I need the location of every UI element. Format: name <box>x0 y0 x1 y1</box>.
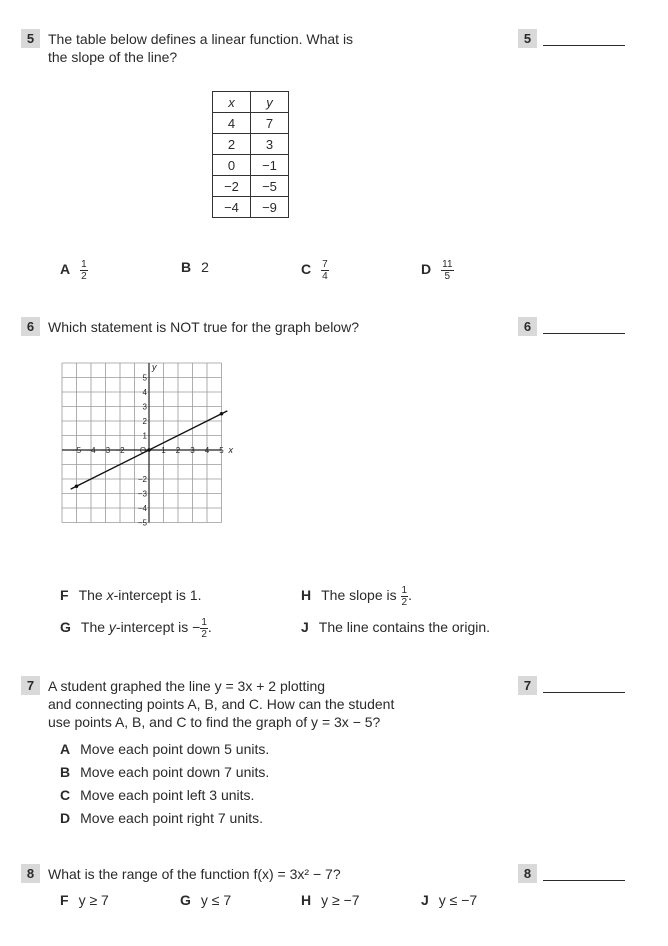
choice-letter: A <box>60 741 71 757</box>
answer-6-blank[interactable] <box>543 333 625 334</box>
numerator: 1 <box>81 259 87 270</box>
x-axis-label: x <box>228 445 233 455</box>
choice-letter: B <box>60 764 71 780</box>
question-7-line2: and connecting points A, B, and C. How can the student <box>48 696 395 712</box>
choice-letter: A <box>60 261 71 278</box>
choice-text: Move each point down 5 units. <box>80 741 270 757</box>
choice-letter: D <box>60 810 71 826</box>
table-row <box>213 113 289 134</box>
choice-letter: C <box>301 261 312 278</box>
line-point <box>75 484 79 488</box>
x-tick-label: −2 <box>115 446 125 455</box>
table-cell: −5 <box>251 176 289 197</box>
choice-text: -intercept is 1. <box>113 587 202 603</box>
choice-letter: D <box>421 261 432 278</box>
x-tick-label: 2 <box>175 446 181 455</box>
question-6-number: 6 <box>21 317 40 336</box>
y-tick-label: 3 <box>142 402 147 412</box>
y-axis-label: y <box>152 362 157 372</box>
choice-text: y ≥ −7 <box>321 892 360 908</box>
choice-7c[interactable] <box>60 787 254 803</box>
choice-7a[interactable] <box>60 741 269 757</box>
table-cell: 2 <box>213 134 251 155</box>
choice-text: The <box>80 619 109 636</box>
answer-7-label: 7 <box>518 676 537 695</box>
numerator: 7 <box>322 259 328 270</box>
x-tick-label: −5 <box>71 446 82 455</box>
answer-6-label: 6 <box>518 317 537 336</box>
denominator: 2 <box>401 597 408 608</box>
choice-letter: G <box>180 892 191 908</box>
y-tick-label: −3 <box>137 489 147 499</box>
choice-5b[interactable] <box>181 259 209 275</box>
choice-text: The line contains the origin. <box>318 619 491 635</box>
question-8-number: 8 <box>21 864 40 883</box>
question-6-text: Which statement is NOT true for the graph below? <box>48 319 359 335</box>
table-cell: −4 <box>213 197 251 218</box>
line-point <box>147 448 151 452</box>
choice-8f[interactable] <box>60 892 109 908</box>
question-7-text <box>48 677 394 731</box>
table-cell: 3 <box>251 134 289 155</box>
question-5-number: 5 <box>21 29 40 48</box>
y-header: y <box>251 92 289 113</box>
choice-value: 2 <box>201 259 209 275</box>
choice-text: The slope is <box>321 587 401 604</box>
choice-text: Move each point down 7 units. <box>80 764 270 780</box>
choice-letter: H <box>301 587 312 604</box>
y-tick-label: 4 <box>142 388 147 397</box>
question-8-text: What is the range of the function f(x) = 3x² − 7? <box>48 866 341 882</box>
fraction <box>441 259 453 282</box>
table-row <box>213 155 289 176</box>
choice-6h[interactable] <box>301 585 412 608</box>
choice-5d[interactable] <box>421 259 454 282</box>
question-7-line3: use points A, B, and C to find the graph of y = 3x − 5? <box>48 714 381 730</box>
fraction <box>401 585 409 608</box>
question-7-number: 7 <box>21 676 40 695</box>
choice-text: The <box>78 587 107 603</box>
choice-text: . <box>408 587 412 604</box>
xy-table <box>212 91 289 218</box>
answer-8-label: 8 <box>518 864 537 883</box>
table-cell: −9 <box>251 197 289 218</box>
question-7-line1: A student graphed the line y = 3x + 2 plotting <box>48 678 326 694</box>
answer-5-blank[interactable] <box>543 45 625 46</box>
graph-tick-labels <box>72 362 234 528</box>
choice-8j[interactable] <box>421 892 477 908</box>
choice-letter: F <box>60 892 69 908</box>
choice-6f[interactable] <box>60 587 202 603</box>
table-row <box>213 176 289 197</box>
choice-letter: B <box>181 259 192 275</box>
answer-7-blank[interactable] <box>543 692 625 693</box>
table-cell: −2 <box>213 176 251 197</box>
choice-letter: C <box>60 787 71 803</box>
y-tick-label: 2 <box>142 417 147 426</box>
choice-letter: J <box>421 892 429 908</box>
choice-letter: H <box>301 892 312 908</box>
choice-text: . <box>207 619 212 636</box>
choice-text: y ≤ −7 <box>438 892 478 908</box>
choice-text: y ≥ 7 <box>78 892 109 908</box>
x-tick-label: −4 <box>86 446 96 455</box>
table-row <box>213 134 289 155</box>
y-tick-label: −2 <box>137 475 147 484</box>
choice-text: Move each point right 7 units. <box>80 810 264 826</box>
y-tick-label: 1 <box>142 431 147 441</box>
choice-letter: J <box>301 619 309 635</box>
x-tick-label: 3 <box>190 446 195 455</box>
choice-6g[interactable] <box>60 617 212 640</box>
table-cell: 4 <box>213 113 251 134</box>
denominator: 2 <box>201 629 207 640</box>
choice-8g[interactable] <box>180 892 231 908</box>
denominator: 2 <box>81 271 87 282</box>
y-tick-label: 5 <box>142 373 147 383</box>
fraction <box>80 259 88 282</box>
choice-8h[interactable] <box>301 892 360 908</box>
denominator: 4 <box>322 271 328 282</box>
numerator: 1 <box>401 585 408 596</box>
x-tick-label: 5 <box>219 446 224 455</box>
table-cell: 0 <box>213 155 251 176</box>
choice-text: y ≤ 7 <box>200 892 232 908</box>
x-tick-label: −3 <box>100 446 111 455</box>
question-5-line2: the slope of the line? <box>48 49 178 65</box>
x-tick-label: O <box>139 446 147 455</box>
table-row <box>213 197 289 218</box>
variable: x <box>106 587 114 603</box>
answer-8-blank[interactable] <box>543 880 625 881</box>
graph-axes <box>62 363 222 523</box>
choice-6j[interactable] <box>301 619 490 635</box>
x-tick-label: 4 <box>204 446 210 455</box>
denominator: 5 <box>444 271 451 282</box>
choice-5c[interactable] <box>301 259 329 282</box>
numerator: 11 <box>442 259 453 270</box>
choice-text: -intercept is − <box>115 619 201 636</box>
choice-5a[interactable] <box>60 259 88 282</box>
fraction <box>200 617 208 640</box>
question-5-line1: The table below defines a linear function. What is <box>48 31 354 47</box>
line-point <box>220 412 224 416</box>
fraction <box>321 259 329 282</box>
table-cell: 7 <box>251 113 289 134</box>
choice-text: Move each point left 3 units. <box>80 787 255 803</box>
graph-grid <box>62 363 222 523</box>
variable: y <box>108 619 116 636</box>
question-5-text <box>48 30 353 66</box>
y-tick-label: −4 <box>137 504 147 513</box>
x-tick-label: 1 <box>161 446 166 455</box>
x-header: x <box>213 92 251 113</box>
table-cell: −1 <box>251 155 289 176</box>
coordinate-graph <box>58 359 233 528</box>
numerator: 1 <box>201 617 207 628</box>
choice-letter: G <box>60 619 71 636</box>
answer-5-label: 5 <box>518 29 537 48</box>
choice-7b[interactable] <box>60 764 269 780</box>
choice-7d[interactable] <box>60 810 263 826</box>
y-tick-label: −5 <box>137 518 147 528</box>
choice-letter: F <box>60 587 69 603</box>
